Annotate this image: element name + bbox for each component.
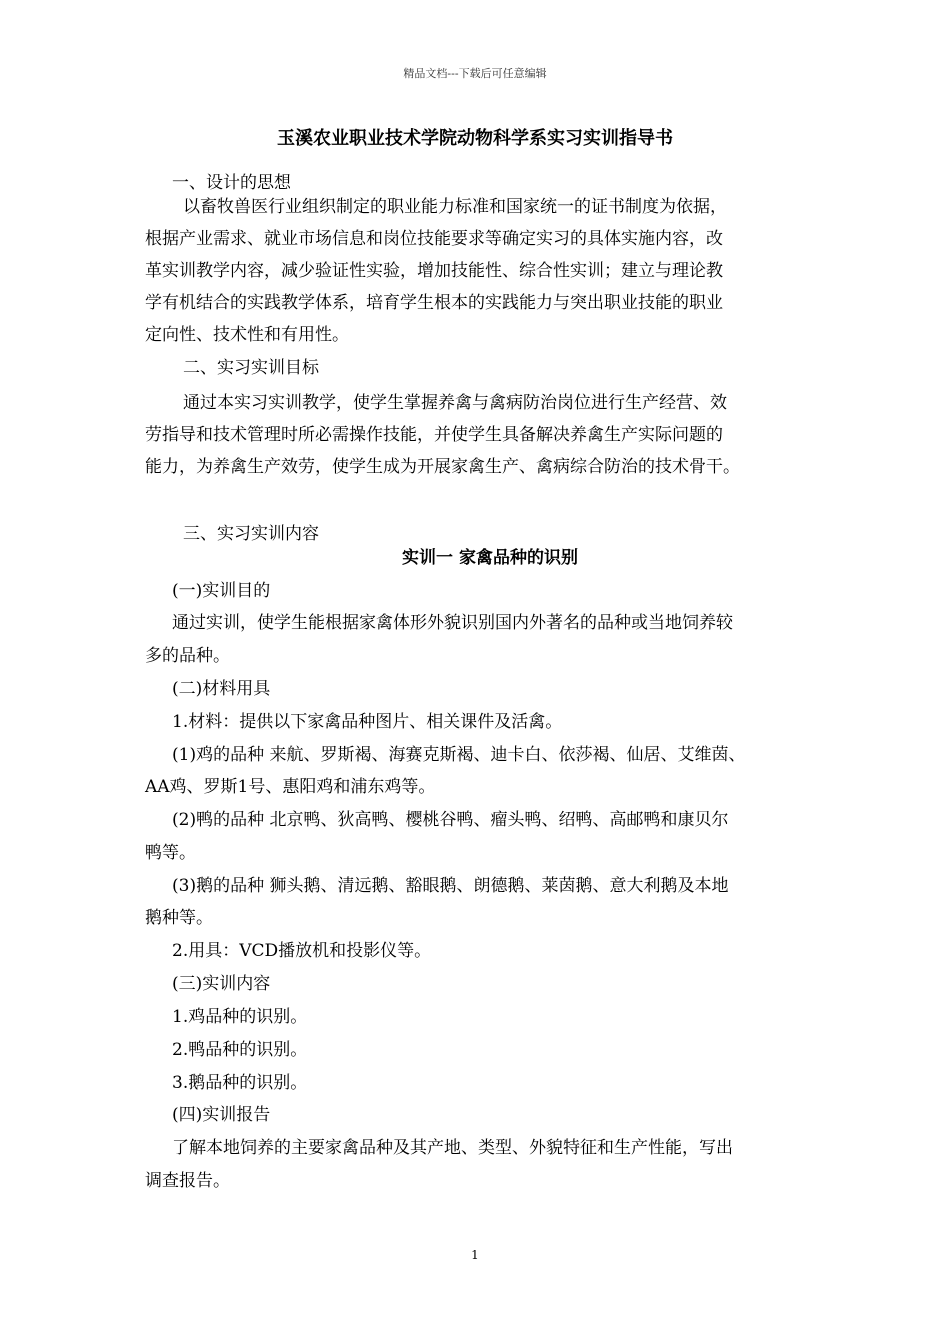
paragraph-line: 2.鸭品种的识别。: [172, 1040, 308, 1060]
section-heading-goals: 二、实习实训目标: [183, 358, 319, 378]
paragraph-line: 3.鹅品种的识别。: [172, 1073, 308, 1093]
paragraph-line: (3)鹅的品种 狮头鹅、清远鹅、豁眼鹅、朗德鹅、莱茵鹅、意大利鹅及本地: [172, 876, 729, 896]
document-title: 玉溪农业职业技术学院动物科学系实习实训指导书: [277, 128, 673, 149]
paragraph-line: 通过实训，使学生能根据家禽体形外貌识别国内外著名的品种或当地饲养较: [172, 613, 733, 633]
sub-heading: (四)实训报告: [172, 1105, 271, 1125]
paragraph-line: 革实训教学内容，减少验证性实验，增加技能性、综合性实训；建立与理论教: [145, 261, 723, 281]
paragraph-line: 1.材料：提供以下家禽品种图片、相关课件及活禽。: [172, 712, 563, 732]
section-heading-content: 三、实习实训内容: [183, 524, 319, 544]
paragraph-line: 通过本实习实训教学，使学生掌握养禽与禽病防治岗位进行生产经营、效: [183, 393, 727, 413]
paragraph-line: 能力，为养禽生产效劳，使学生成为开展家禽生产、禽病综合防治的技术骨干。: [145, 457, 740, 477]
paragraph-line: 以畜牧兽医行业组织制定的职业能力标准和国家统一的证书制度为依据，: [183, 197, 727, 217]
sub-heading: (二)材料用具: [172, 679, 271, 699]
paragraph-line: 多的品种。: [145, 646, 230, 666]
page-header: 精品文档---下载后可任意编辑: [403, 67, 547, 80]
paragraph-line: 2.用具：VCD播放机和投影仪等。: [172, 941, 432, 961]
paragraph-line: 1.鸡品种的识别。: [172, 1007, 308, 1027]
paragraph-line: 根据产业需求、就业市场信息和岗位技能要求等确定实习的具体实施内容，改: [145, 229, 723, 249]
paragraph-line: 了解本地饲养的主要家禽品种及其产地、类型、外貌特征和生产性能，写出: [172, 1138, 733, 1158]
paragraph-line: (2)鸭的品种 北京鸭、狄高鸭、樱桃谷鸭、瘤头鸭、绍鸭、高邮鸭和康贝尔: [172, 810, 729, 830]
paragraph-line: 定向性、技术性和有用性。: [145, 325, 349, 345]
section-heading-design: 一、设计的思想: [172, 173, 291, 193]
paragraph-line: 鹅种等。: [145, 908, 213, 928]
page-number: 1: [471, 1248, 479, 1262]
paragraph-line: AA鸡、罗斯1号、惠阳鸡和浦东鸡等。: [145, 777, 436, 797]
sub-heading: (一)实训目的: [172, 581, 271, 601]
sub-heading: (三)实训内容: [172, 974, 271, 994]
training-subtitle: 实训一 家禽品种的识别: [402, 548, 578, 568]
paragraph-line: 鸭等。: [145, 843, 196, 863]
paragraph-line: 劳指导和技术管理时所必需操作技能，并使学生具备解决养禽生产实际问题的: [145, 425, 723, 445]
paragraph-line: (1)鸡的品种 来航、罗斯褐、海赛克斯褐、迪卡白、依莎褐、仙居、艾维茵、: [172, 745, 746, 765]
paragraph-line: 学有机结合的实践教学体系，培育学生根本的实践能力与突出职业技能的职业: [145, 293, 723, 313]
paragraph-line: 调查报告。: [145, 1171, 230, 1191]
